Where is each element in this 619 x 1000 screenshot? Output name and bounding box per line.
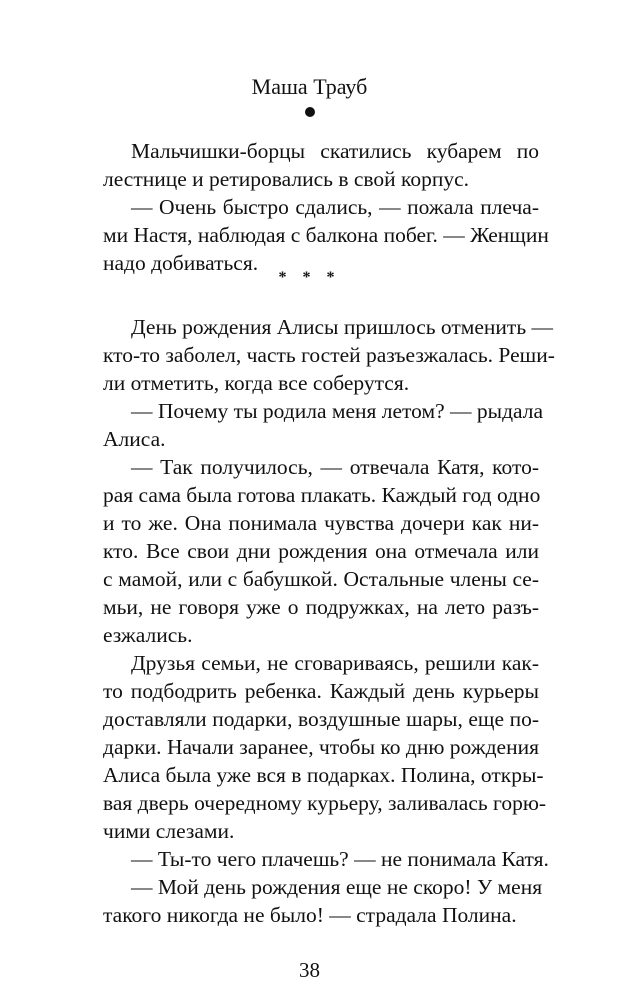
- text-line: — Почему ты родила меня летом? — рыдала: [131, 399, 544, 423]
- text-line: Друзья семьи, не сговариваясь, решили как-: [131, 651, 539, 675]
- text-line: ли отметить, когда все соберутся.: [103, 371, 410, 395]
- text-line: рая сама была готова плакать. Каждый год одно: [103, 483, 541, 507]
- text-line: — Так получилось, — отвечала Катя, кото-: [131, 455, 539, 479]
- text-line: надо добиваться.: [103, 251, 259, 275]
- text-line: Алиса.: [103, 427, 166, 451]
- text-line: доставляли подарки, воздушные шары, еще по-: [103, 707, 539, 731]
- section-separator: * * *: [278, 269, 341, 286]
- text-line: кто-то заболел, часть гостей разъезжалась. Реши-: [103, 343, 555, 367]
- text-line: — Ты-то чего плачешь? — не понимала Катя.: [131, 847, 549, 871]
- text-line: — Мой день рождения еще не скоро! У меня: [131, 875, 543, 899]
- text-line: мьи, не говоря уже о подружках, на лето разъ-: [103, 595, 539, 619]
- text-line: лестнице и ретировались в свой корпус.: [103, 167, 470, 191]
- text-line: дарки. Начали заранее, чтобы ко дню рождения: [103, 735, 539, 759]
- text-line: Мальчишки-борцы скатились кубарем по: [131, 139, 539, 163]
- text-line: и то же. Она понимала чувства дочери как ни-: [103, 511, 539, 535]
- text-line: такого никогда не было! — страдала Полина.: [103, 903, 517, 927]
- text-line: — Очень быстро сдались, — пожала плеча-: [131, 195, 539, 219]
- running-header-author: Маша Трауб: [251, 74, 368, 99]
- text-line: с мамой, или с бабушкой. Остальные члены се-: [103, 567, 539, 591]
- text-line: Алиса была уже вся в подарках. Полина, откры-: [103, 763, 544, 787]
- header-bullet: [305, 107, 315, 117]
- text-line: ми Настя, наблюдая с балкона побег. — Женщин: [103, 223, 549, 247]
- text-line: кто. Все свои дни рождения она отмечала или: [103, 539, 539, 563]
- text-line: то подбодрить ребенка. Каждый день курьеры: [103, 679, 539, 703]
- text-line: езжались.: [103, 623, 193, 647]
- text-line: чими слезами.: [103, 819, 235, 843]
- page-number: 38: [299, 958, 320, 982]
- text-line: вая дверь очередному курьеру, заливалась горю-: [103, 791, 547, 815]
- text-line: День рождения Алисы пришлось отменить —: [131, 315, 554, 339]
